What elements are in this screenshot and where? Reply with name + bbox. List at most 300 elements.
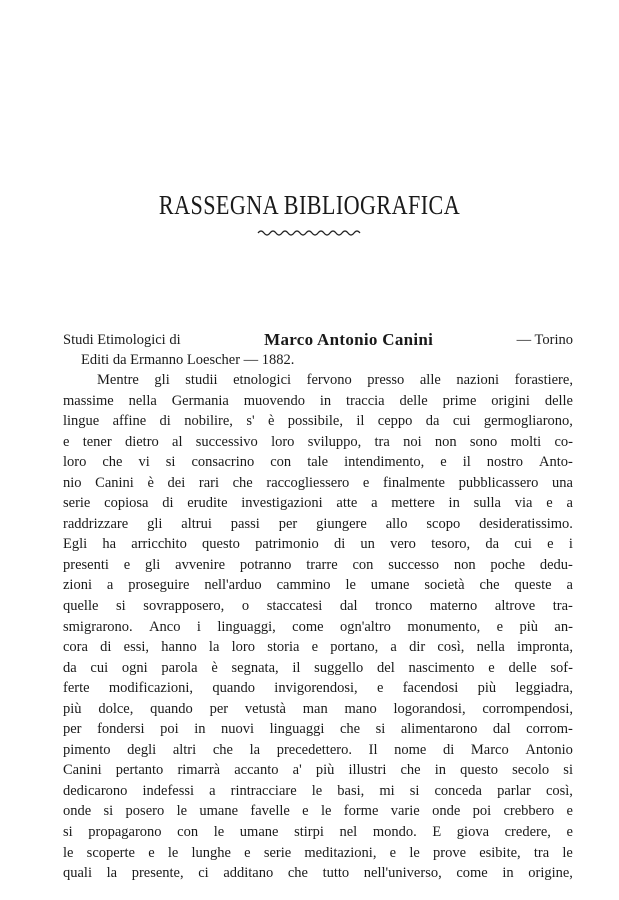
word: monumento, [407,618,481,635]
word: poi [160,721,179,738]
word: sviluppo, [307,433,362,450]
word: mettere [391,495,435,512]
word: gli [145,556,161,573]
word: hanno [161,639,197,656]
word: nella [128,392,157,409]
body-line [63,699,573,720]
body-line [63,493,573,514]
word: più [477,680,497,697]
word: leggiadra, [515,680,573,697]
word: proseguire [128,577,190,594]
word: credere, [504,824,551,841]
review-heading [63,330,573,370]
word: delle [544,392,573,409]
word: germogliarono, [483,413,573,430]
word: onde [432,803,461,820]
word: quali [63,865,92,882]
word: atte [336,495,358,512]
word: si [409,782,420,799]
word: tra- [552,598,573,615]
word: molti [510,433,542,450]
word: via [514,495,533,512]
author-name: Marco Antonio Canini [264,330,434,349]
word: indefessi [142,782,195,799]
word: con [270,454,292,471]
word: potranno [239,556,292,573]
word: che [287,865,308,882]
word: è [267,413,275,430]
word: favelle [250,803,290,820]
word: parola [161,659,198,676]
body-line [63,370,573,391]
word: in [319,392,332,409]
word: dal [339,598,358,615]
word: i [568,536,573,553]
word: consacrino [191,454,255,471]
word: così, [545,782,573,799]
word: forastiere, [514,372,573,388]
word: s' [246,413,255,430]
word: queste [514,577,552,594]
word: Marco [470,741,509,758]
word: meditazioni, [304,844,377,861]
word: degli [127,741,157,758]
word: che [232,474,253,491]
word: al [172,433,183,450]
body-line [63,391,573,412]
word: gli [147,515,163,532]
word: quelle [63,598,99,615]
word: con [177,824,199,841]
word: loro [231,639,255,656]
word: la [106,865,118,882]
wavy-rule-ornament [256,228,364,238]
word: scopo [426,515,461,532]
word: essi, [123,639,150,656]
word: linguaggi, [217,618,276,635]
word: smigrarono. [63,618,133,635]
word: delle [508,659,537,676]
word: ha [102,536,117,553]
word: e [302,803,309,820]
word: in [434,762,447,779]
word: le [562,844,573,861]
word: accanto [234,762,279,779]
word: allo [385,515,408,532]
word: tener [82,433,112,450]
word: successivo [195,433,258,450]
word: alimentarono [400,721,478,738]
word: fervono [306,372,352,388]
word: affine [112,413,147,430]
word: fondersi [97,721,145,738]
word: secolo [512,762,550,779]
word: dietro [124,433,159,450]
word: da [63,659,77,676]
word: presente, [131,865,184,882]
word: finalmente [382,474,445,491]
word: la [208,639,220,656]
word: le [311,782,323,799]
word: serie [263,844,292,861]
word: è [147,474,154,491]
word: vero [390,536,416,553]
word: copiosa [104,495,149,512]
body-line [63,411,573,432]
word: an- [554,618,573,635]
word: delle [399,392,428,409]
word: una [551,474,573,491]
word: cammino [276,577,331,594]
word: lunghe [191,844,231,861]
heading-suffix: — Torino [516,332,573,348]
word: ogn'altro [339,618,391,635]
word: e [311,639,319,656]
word: giungere [316,515,367,532]
word: di [442,741,455,758]
word: etnologici [233,372,292,388]
word: mi [379,782,395,799]
word: Canini [95,474,134,491]
word: si [563,762,573,779]
publisher-line: Editi da Ermanno Loescher — 1882. [81,352,295,368]
word: mondo. [372,824,417,841]
word: Il [368,741,378,758]
word: tronco [375,598,413,615]
word: il [462,454,471,471]
section-title: RASSEGNA BIBLIOGRAFICA [158,190,461,220]
word: Canini [63,762,102,779]
word: dal [492,721,511,738]
word: è [211,659,218,676]
word: di [159,413,171,430]
word: illustri [348,762,387,779]
word: il [292,659,301,676]
word: dedicarono [63,782,128,799]
word: nostro [486,454,524,471]
word: e [148,844,155,861]
word: quando [212,680,255,697]
word: in [194,721,206,738]
word: a [371,495,378,512]
word: origini [491,392,530,409]
word: additano [223,865,274,882]
word: tra [374,433,390,450]
word: le [176,803,188,820]
word: origine, [528,865,573,882]
word: a [209,782,216,799]
word: e [362,474,370,491]
word: loro [271,433,295,450]
word: passi [230,515,260,532]
word: nazioni [456,372,500,388]
word: nel [339,824,358,841]
word: logorandosi, [393,700,466,717]
word: ferte [63,680,90,697]
word: presenti [63,556,109,573]
word: altri [172,741,197,758]
word: si [165,454,176,471]
word: pubblicassero [458,474,539,491]
word: co- [554,433,573,450]
word: rintracciare [230,782,297,799]
body-line [63,637,573,658]
word: segnata, [231,659,279,676]
word: facendosi [402,680,459,697]
body-line [63,534,573,555]
word: muovendo [243,392,305,409]
word: più [315,762,335,779]
word: nascimento [408,659,475,676]
body-line [63,801,573,822]
word: mano [344,700,377,717]
word: a [106,577,114,594]
word: zioni [63,577,92,594]
word: per [63,721,82,738]
body-line [63,575,573,596]
word: conceda [434,782,482,799]
word: pimento [63,741,111,758]
word: Egli [63,536,88,553]
word: in [448,495,460,512]
word: altrui [181,515,212,532]
word: i [196,618,201,635]
word: di [333,536,346,553]
body-text [63,370,573,884]
word: vi [138,454,150,471]
body-line [63,760,573,781]
word: si [63,824,73,841]
word: da [485,536,500,553]
word: sof- [550,659,573,676]
word: successo [388,556,439,573]
word: corrompendosi, [482,700,573,717]
word: come [292,618,324,635]
word: storia [267,639,300,656]
word: traccia [345,392,385,409]
heading-line-1 [63,330,573,350]
word: E [432,824,442,841]
word: le [409,844,420,861]
body-line [63,473,573,494]
word: il [356,413,365,430]
body-line [63,822,573,843]
word: le [63,844,74,861]
word: noi [403,433,422,450]
word: nell'arduo [204,577,262,594]
word: pertanto [115,762,164,779]
word: come [456,865,488,882]
word: e [547,536,554,553]
word: le [345,577,356,594]
word: e [389,844,397,861]
word: cui [452,413,471,430]
word: precedettero. [276,741,352,758]
word: si [103,803,114,820]
word: modificazioni, [108,680,194,697]
body-line [63,432,573,453]
word: sono [469,433,498,450]
word: loro [63,454,87,471]
word: per [278,515,298,532]
word: e [566,803,573,820]
word: non [453,556,476,573]
word: nobilire, [184,413,233,430]
body-line [63,678,573,699]
word: suggello [314,659,364,676]
word: e [376,680,384,697]
word: man [302,700,328,717]
word: Mentre [97,372,139,388]
word: cora [63,639,88,656]
word: di [162,495,174,512]
word: non [434,433,457,450]
word: e [566,824,573,841]
word: e [440,454,447,471]
word: Germania [171,392,229,409]
word: scoperte [86,844,135,861]
word: e [546,495,553,512]
word: società [424,577,465,594]
word: intendimento, [344,454,425,471]
word: erudite [187,495,228,512]
word: tesoro, [431,536,471,553]
word: raddrizzare [63,515,129,532]
word: le [213,824,225,841]
word: Antonio [525,741,573,758]
word: vetustà [244,700,286,717]
word: esibite, [479,844,521,861]
word: e [63,433,70,450]
word: che [102,454,123,471]
word: questo [460,762,498,779]
word: linguaggi [269,721,325,738]
word: umane [199,803,239,820]
word: rari [198,474,219,491]
body-line [63,843,573,864]
word: corrom- [526,721,573,738]
word: cui [90,659,109,676]
word: onde [63,803,92,820]
word: portano, [330,639,379,656]
word: a [390,639,397,656]
word: la [249,741,261,758]
body-line [63,555,573,576]
word: che [400,762,421,779]
word: poi [472,803,492,820]
word: più [519,618,538,635]
word: propagarono [88,824,162,841]
word: del [377,659,395,676]
word: giova [456,824,490,841]
word: investigazioni [241,495,323,512]
word: trarre [306,556,338,573]
word: quando [150,700,193,717]
word: prime [442,392,477,409]
word: posero [125,803,165,820]
word: patrimonio [255,536,319,553]
word: le [167,844,179,861]
word: sovrapposero, [143,598,225,615]
word: che [212,741,233,758]
word: rimarrà [177,762,221,779]
word: così, [437,639,465,656]
word: per [209,700,229,717]
word: le [320,803,332,820]
word: invigorendosi, [274,680,358,697]
body-line [63,452,573,473]
word: avvenire [175,556,226,573]
word: e [123,556,131,573]
word: basi, [337,782,365,799]
word: staccatesi [266,598,323,615]
body-line [63,514,573,535]
word: con [352,556,374,573]
word: cui [514,536,532,553]
word: desideratissimo. [479,515,573,532]
word: stirpi [294,824,324,841]
word: umane [370,577,410,594]
word: prove [432,844,466,861]
word: nio [63,474,82,491]
word: forme [343,803,379,820]
word: serie [63,495,91,512]
word: gli [154,372,170,388]
word: alle [419,372,441,388]
word: dei [167,474,186,491]
word: dolce, [98,700,134,717]
word: ogni [121,659,148,676]
word: varie [390,803,420,820]
word: presso [367,372,405,388]
word: studii [185,372,218,388]
word: più [63,700,82,717]
word: a' [292,762,302,779]
word: e [244,844,251,861]
word: e [496,618,504,635]
word: poche [490,556,526,573]
word: dir [409,639,426,656]
body-line [63,658,573,679]
word: Anto- [539,454,573,471]
heading-prefix: Studi Etimologici di [63,332,181,348]
body-line [63,719,573,740]
word: ceppo [377,413,413,430]
word: o [241,598,250,615]
word: parlar [497,782,531,799]
word: tale [307,454,329,471]
word: tra [533,844,550,861]
word: che [339,721,361,738]
word: Anco [149,618,181,635]
word: da [425,413,440,430]
word: a [566,577,573,594]
word: a [566,495,573,512]
word: nell'universo, [363,865,442,882]
word: si [116,598,126,615]
word: questo [202,536,240,553]
word: un [360,536,375,553]
word: sulla [473,495,501,512]
word: nuovi [221,721,255,738]
word: di [100,639,112,656]
word: lingue [63,413,100,430]
word: raccogliessero [266,474,350,491]
word: nella [476,639,505,656]
word: ci [198,865,209,882]
word: possibile, [287,413,343,430]
body-line [63,781,573,802]
